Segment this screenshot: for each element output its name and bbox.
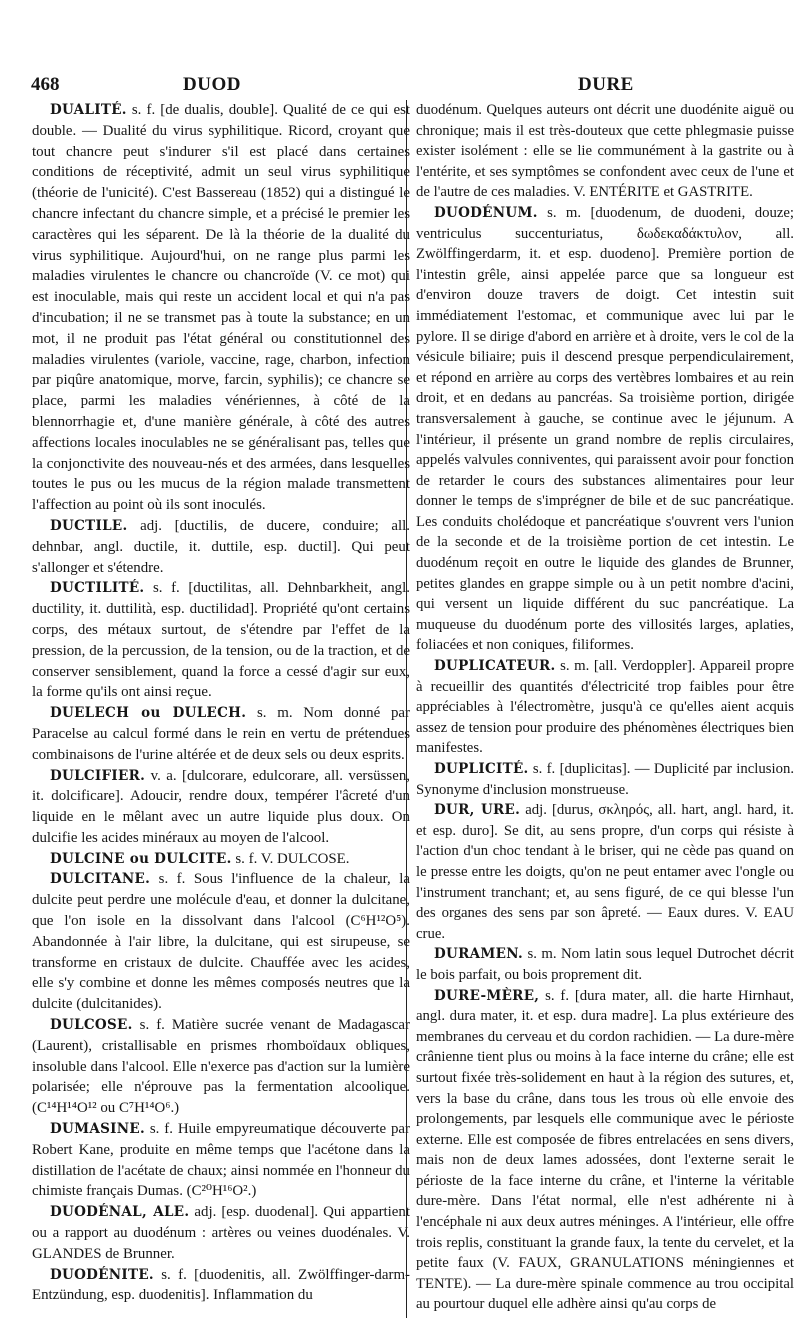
dictionary-entry bbox=[32, 766, 410, 849]
entry-headword: DULCOSE. bbox=[50, 1017, 133, 1034]
left-guide-word: DUOD bbox=[183, 74, 241, 95]
entry-headword: DUODÉNUM. bbox=[434, 204, 538, 221]
entry-definition: s. m. Nom latin sous lequel Dutrochet décrit le bois parfait, ou bois proprement dit. bbox=[416, 946, 794, 983]
entry-headword: DUODÉNITE. bbox=[50, 1266, 154, 1283]
dictionary-entry bbox=[32, 578, 410, 703]
entry-headword: DULCITANE. bbox=[50, 871, 151, 888]
dictionary-entry bbox=[32, 1015, 410, 1119]
dictionary-entry bbox=[32, 1119, 410, 1202]
dictionary-entry bbox=[416, 759, 794, 800]
dictionary-entry bbox=[32, 100, 410, 516]
dictionary-entry bbox=[32, 703, 410, 765]
entry-definition: adj. [esp. duodenal]. Qui appartient ou a rapport au duodénum : artères ou veines duodénales. V. GLANDES de Brunner. bbox=[32, 1204, 410, 1262]
entry-definition: s. f. Matière sucrée venant de Madagascar (Laurent), cristallisable en prismes rhomboïdaux obliques, insoluble dans l'alcool. Elle n'exerce pas d'action sur la lumière polarisée; elle n'éprouve pas la fermentation alcoolique. (C¹⁴H¹⁴O¹² ou C⁷H¹⁴O⁶.) bbox=[32, 1017, 410, 1117]
entry-definition: s. f. Huile empyreumatique découverte par Robert Kane, produite en même temps que l'acétone dans la distillation de l'acétate de chaux; ainsi nommée en l'honneur du chimiste français Dumas. (C²⁰H¹⁶O².) bbox=[32, 1121, 410, 1200]
entry-definition: s. f. V. DULCOSE. bbox=[235, 850, 350, 867]
entry-headword: DUELECH ou DULECH. bbox=[50, 705, 247, 722]
right-guide-word: DURE bbox=[578, 74, 634, 95]
entry-headword: DUALITÉ. bbox=[50, 102, 127, 118]
entry-definition: s. f. [dura mater, all. die harte Hirnhaut, angl. dura mater, it. et esp. dura madre]. La plus extérieure des membranes du cerveau et du cordon rachidien. — La dure-mère crânienne tient plus ou moins à la face interne du crâne; elle est surtout fixée très-solidement en haut à la région des sutures, et, vers la base du crâne, dans tous les trous où elle envoie des prolongements, par lesquels elle communique avec le périoste externe. Elle est composée de fibres entrelacées en sens divers, mais non de deux lames adossées, dont l'externe serait le périoste de la face interne du crâne, et l'interne la véritable dure-mère. Dans l'état normal, elle n'est adhérente ni à l'encéphale ni aux deux autres méninges. A l'intérieur, elle offre trois replis, constituant la grande faux, la tente du cervelet, et la petite faux (V. FAUX, GRANULATIONS méningiennes et TENTE). — La dure-mère spinale commence au trou occipital au pourtour duquel elle adhère ainsi qu'au corps de bbox=[416, 987, 794, 1313]
entry-headword: DURAMEN. bbox=[434, 946, 523, 963]
entry-definition: adj. [ductilis, de ducere, conduire; all. dehnbar, angl. ductile, it. duttile, esp. ductil]. Qui peut s'allonger et s'étendre. bbox=[32, 517, 410, 576]
left-column bbox=[32, 100, 410, 1306]
entry-definition: s. m. Nom donné par Paracelse au calcul formé dans le rein en vertu de prétendues combinaisons de l'urine altérée et de deux sels ou deux esprits. bbox=[32, 705, 410, 763]
entry-definition: s. f. [de dualis, double]. Qualité de ce qui est double. — Dualité du virus syphilitique. Ricord, croyant que tout chancre peut s'indurer s'il est placé dans certaines conditions de réceptivité, admit un seul virus syphilitique (théorie de l'unicité). C'est Bassereau (1852) qui a distingué le chancre infectant du chancre simple, et a précisé le premier les caractères qui les séparent. De là la théorie de la dualité du virus syphilitique. Aujourd'hui, on ne range plus parmi les maladies virulentes le chancre ou chancroïde (V. ce mot) qui est inoculable, mais qui reste un accident local et qui n'a pas d'incubation; il ne se transmet pas à toute la substance; en un mot, il ne produit pas l'état général ou constitutionnel des maladies virulentes (variole, vaccine, rage, charbon, infection par piqûre anatomique, morve, farcin, syphilis); ce chancre se place, parmi les maladies vénériennes, à côté de la blennorrhagie et, d'une manière générale, à côté des autres affections locales inoculables ne se généralisant pas, telles que la conjonctivite des nouveau-nés et des armées, dans lesquelles toutes le pus ou les mucus de la région malade transmettent l'affection au point où ils sont inoculés. bbox=[32, 102, 410, 514]
running-header bbox=[0, 70, 800, 100]
dictionary-entry bbox=[32, 869, 410, 1015]
dictionary-entry bbox=[32, 849, 410, 870]
column-divider bbox=[406, 100, 407, 1318]
entry-headword: DULCINE ou DULCITE. bbox=[50, 850, 232, 867]
dictionary-entry bbox=[32, 1265, 410, 1307]
dictionary-entry bbox=[416, 203, 794, 656]
entry-definition: s. f. [duodenitis, all. Zwölffinger-darm-Entzündung, esp. duodenitis]. Inflammation du bbox=[32, 1266, 410, 1304]
entry-headword: DUPLICATEUR. bbox=[434, 658, 556, 675]
entry-definition: s. f. [duplicitas]. — Duplicité par inclusion. Synonyme d'inclusion monstrueuse. bbox=[416, 761, 795, 798]
entry-definition: s. m. [all. Verdoppler]. Appareil propre à recueillir des quantités d'électricité trop faibles pour être appréciables à l'électromètre, jusqu'à ce qu'elles aient acquis assez de tension pour produire des phénomènes électriques bien manifestes. bbox=[416, 658, 794, 757]
dictionary-entry bbox=[416, 986, 794, 1316]
dictionary-entry bbox=[416, 800, 794, 944]
entry-definition: s. f. [ductilitas, all. Dehnbarkheit, angl. ductility, it. duttilità, esp. ductilidad]. Propriété qu'ont certains corps, des métaux surtout, de s'étendre par l'effet de la pression, de la percussion, de la tension, ou de la traction, et de conserver sensiblement, quand la force a cessé d'agir sur eux, la forme qu'ils ont ainsi reçue. bbox=[32, 580, 410, 701]
entry-definition: v. a. [dulcorare, edulcorare, all. versüssen, it. dolcificare]. Adoucir, rendre doux, tempérer l'âcreté d'un liquide en le mêlant avec un autre liquide plus doux. On dulcifie les acides minéraux au moyen de l'alcool. bbox=[32, 767, 410, 846]
entry-definition: s. f. Sous l'influence de la chaleur, la dulcite peut perdre une molécule d'eau, et donner la dulcitane, que l'on isole en la dissolvant dans l'alcool (C⁶H¹²O⁵). Abandonnée à l'air libre, la dulcitane, qui est sirupeuse, se transforme en cristaux de dulcite. Chauffée avec les acides, elle s'y combine et donne les mêmes composés neutres que la dulcite (dulcitanides). bbox=[32, 871, 410, 1013]
dictionary-entry bbox=[32, 516, 410, 578]
entry-headword: DUPLICITÉ. bbox=[434, 761, 529, 777]
entry-definition: duodénum. Quelques auteurs ont décrit une duodénite aiguë ou chronique; mais il est très-douteux que cette phlegmasie puisse exister isolément : elle se lie communément à la gastrite ou à l'entérite, et ses symptômes se confondent avec ceux de l'une et de l'autre de ces maladies. V. ENTÉRITE et GASTRITE. bbox=[416, 102, 794, 201]
entry-headword: DUR, URE. bbox=[434, 802, 521, 819]
entry-headword: DUODÉNAL, ALE. bbox=[50, 1204, 190, 1221]
dictionary-entry bbox=[416, 100, 794, 203]
dictionary-entry bbox=[32, 1202, 410, 1264]
entry-headword: DUCTILE. bbox=[50, 517, 128, 534]
right-column bbox=[416, 100, 794, 1315]
dictionary-entry bbox=[416, 656, 794, 759]
dictionary-entry bbox=[416, 944, 794, 985]
entry-definition: adj. [durus, σκληρός, all. hart, angl. hard, it. et esp. duro]. Se dit, au sens propre, d'un corps qui résiste à l'action d'un choc tendant à le briser, qui ne cède pas quand on le presse entre les doigts, qu'on ne peut entamer avec l'ongle ou l'instrument tranchant; et, au sens figuré, de ce qui blesse l'un des organes des sens par son âpreté. — Eaux dures. V. EAU crue. bbox=[416, 802, 794, 942]
entry-headword: DURE-MÈRE, bbox=[434, 987, 540, 1004]
entry-definition: s. m. [duodenum, de duodeni, douze; ventriculus succenturiatus, δωδεκαδάκτυλον, all. Zwölffingerdarm, it. et esp. duodeno]. Première portion de l'intestin grêle, ainsi appelée parce que sa longueur est d'environ douze travers de doigt. Cet intestin suit immédiatement l'estomac, et communique avec lui par le pylore. Il se dirige d'abord en arrière et à droite, vers le col de la vésicule biliaire; puis il descend presque perpendiculairement, et répond en arrière au corps des vertèbres lombaires et au rein droit, et en dedans au pancréas. Sa troisième portion, dirigée transversalement à gauche, se continue avec le jéjunum. A l'intérieur, il présente un grand nombre de replis circulaires, appelés valvules conniventes, qui paraissent avoir pour fonction de retarder le cours des substances alimentaires pour leur donner le temps de s'imprégner de bile et de suc pancréatique. Les conduits cholédoque et pancréatique s'ouvrent vers l'union de la seconde et de la troisième portion de cet intestin. Le duodénum reçoit en outre le liquide des glandes de Brunner, petites glandes en grappe simple ou à un petit nombre d'acini, qui versent un liquide différent du suc pancréatique. La muqueuse du duodénum porte des villosités larges, aplaties, foliacées et non coniques, filiformes. bbox=[416, 204, 795, 654]
entry-headword: DUCTILITÉ. bbox=[50, 580, 145, 597]
entry-headword: DUMASINE. bbox=[50, 1121, 145, 1138]
entry-headword: DULCIFIER. bbox=[50, 767, 146, 784]
page-number: 468 bbox=[31, 74, 60, 95]
